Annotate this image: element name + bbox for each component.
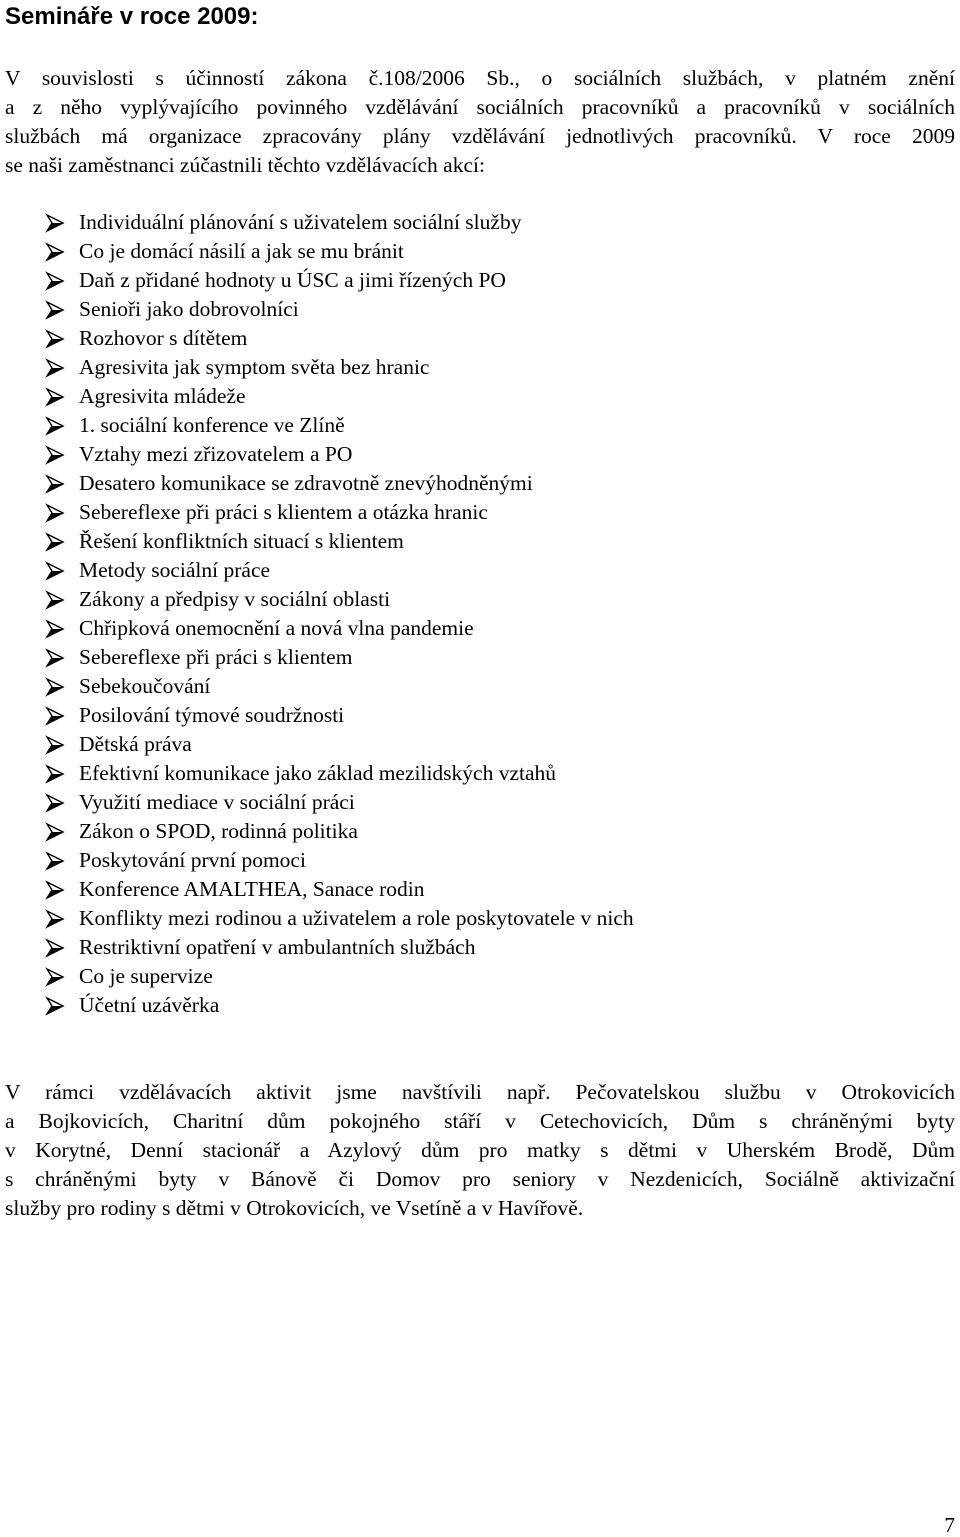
course-list-item (45, 701, 634, 730)
course-title: Sebekoučování (79, 674, 211, 698)
arrowhead-bullet-icon (45, 445, 65, 465)
arrowhead-bullet-icon (45, 735, 65, 755)
arrowhead-bullet-icon (45, 880, 65, 900)
course-list-item (45, 382, 634, 411)
course-list-item (45, 295, 634, 324)
course-list-item (45, 266, 634, 295)
arrowhead-bullet-icon (45, 706, 65, 726)
course-list-item (45, 469, 634, 498)
course-title: 1. sociální konference ve Zlíně (79, 413, 345, 437)
course-list-item (45, 527, 634, 556)
arrowhead-bullet-icon (45, 358, 65, 378)
course-list-item (45, 208, 634, 237)
visits-line: s chráněnými byty v Bánově či Domov pro seniory v Nezdenicích, Sociálně aktivizační (5, 1167, 955, 1191)
course-title: Účetní uzávěrka (79, 993, 220, 1017)
course-list-item (45, 730, 634, 759)
course-list-item (45, 353, 634, 382)
course-list-item (45, 817, 634, 846)
course-list-item (45, 933, 634, 962)
course-list-item (45, 672, 634, 701)
course-title: Konflikty mezi rodinou a uživatelem a role poskytovatele v nich (79, 906, 634, 930)
course-list-item (45, 237, 634, 266)
course-title: Chřipková onemocnění a nová vlna pandemie (79, 616, 474, 640)
course-title: Restriktivní opatření v ambulantních službách (79, 935, 476, 959)
arrowhead-bullet-icon (45, 590, 65, 610)
course-title: Posilování týmové soudržnosti (79, 703, 345, 727)
course-list-item (45, 759, 634, 788)
course-title: Řešení konfliktních situací s klientem (79, 529, 404, 553)
course-list-item (45, 324, 634, 353)
visits-line: a Bojkovicích, Charitní dům pokojného stáří v Cetechovicích, Dům s chráněnými byty (5, 1109, 955, 1133)
arrowhead-bullet-icon (45, 677, 65, 697)
course-title: Agresivita jak symptom světa bez hranic (79, 355, 430, 379)
course-list (45, 208, 634, 1020)
course-title: Individuální plánování s uživatelem sociální služby (79, 210, 522, 234)
arrowhead-bullet-icon (45, 532, 65, 552)
arrowhead-bullet-icon (45, 938, 65, 958)
arrowhead-bullet-icon (45, 300, 65, 320)
arrowhead-bullet-icon (45, 967, 65, 987)
course-list-item (45, 556, 634, 585)
visits-line: V rámci vzdělávacích aktivit jsme navštívili např. Pečovatelskou službu v Otrokovicích (5, 1080, 955, 1104)
arrowhead-bullet-icon (45, 474, 65, 494)
arrowhead-bullet-icon (45, 416, 65, 436)
course-list-item (45, 788, 634, 817)
visits-line: služby pro rodiny s dětmi v Otrokovicích, ve Vsetíně a v Havířově. (5, 1196, 584, 1220)
arrowhead-bullet-icon (45, 387, 65, 407)
arrowhead-bullet-icon (45, 648, 65, 668)
arrowhead-bullet-icon (45, 271, 65, 291)
arrowhead-bullet-icon (45, 909, 65, 929)
course-list-item (45, 991, 634, 1020)
arrowhead-bullet-icon (45, 329, 65, 349)
course-list-item (45, 643, 634, 672)
arrowhead-bullet-icon (45, 996, 65, 1016)
course-title: Co je domácí násilí a jak se mu bránit (79, 239, 404, 263)
arrowhead-bullet-icon (45, 851, 65, 871)
course-title: Efektivní komunikace jako základ mezilidských vztahů (79, 761, 557, 785)
course-list-item (45, 585, 634, 614)
intro-paragraph (5, 64, 955, 180)
arrowhead-bullet-icon (45, 822, 65, 842)
course-title: Sebereflexe při práci s klientem (79, 645, 353, 669)
course-title: Poskytování první pomoci (79, 848, 306, 872)
arrowhead-bullet-icon (45, 793, 65, 813)
course-title: Rozhovor s dítětem (79, 326, 248, 350)
course-title: Agresivita mládeže (79, 384, 246, 408)
course-list-item (45, 498, 634, 527)
course-list-item (45, 846, 634, 875)
course-list-item (45, 440, 634, 469)
page-title: Semináře v roce 2009: (5, 3, 259, 30)
arrowhead-bullet-icon (45, 503, 65, 523)
visits-paragraph (5, 1078, 955, 1223)
visits-line: v Korytné, Denní stacionář a Azylový dům pro matky s dětmi v Uherském Brodě, Dům (5, 1138, 955, 1162)
course-title: Sebereflexe při práci s klientem a otázka hranic (79, 500, 488, 524)
course-title: Senioři jako dobrovolníci (79, 297, 299, 321)
intro-line: se naši zaměstnanci zúčastnili těchto vzdělávacích akcí: (5, 153, 485, 177)
course-title: Zákony a předpisy v sociální oblasti (79, 587, 391, 611)
course-title: Desatero komunikace se zdravotně znevýhodněnými (79, 471, 533, 495)
page-number: 7 (944, 1513, 955, 1537)
course-title: Konference AMALTHEA, Sanace rodin (79, 877, 425, 901)
course-list-item (45, 962, 634, 991)
course-list-item (45, 614, 634, 643)
arrowhead-bullet-icon (45, 764, 65, 784)
course-list-item (45, 411, 634, 440)
course-title: Dětská práva (79, 732, 192, 756)
intro-line: a z něho vyplývajícího povinného vzdělávání sociálních pracovníků a pracovníků v sociálních (5, 95, 955, 119)
arrowhead-bullet-icon (45, 242, 65, 262)
course-title: Využití mediace v sociální práci (79, 790, 355, 814)
intro-line: V souvislosti s účinností zákona č.108/2006 Sb., o sociálních službách, v platném znění (5, 66, 955, 90)
intro-line: službách má organizace zpracovány plány vzdělávání jednotlivých pracovníků. V roce 2009 (5, 124, 955, 148)
arrowhead-bullet-icon (45, 619, 65, 639)
arrowhead-bullet-icon (45, 561, 65, 581)
course-title: Vztahy mezi zřizovatelem a PO (79, 442, 353, 466)
course-title: Daň z přidané hodnoty u ÚSC a jimi řízených PO (79, 268, 506, 292)
course-list-item (45, 875, 634, 904)
course-title: Zákon o SPOD, rodinná politika (79, 819, 358, 843)
course-title: Metody sociální práce (79, 558, 271, 582)
course-title: Co je supervize (79, 964, 213, 988)
arrowhead-bullet-icon (45, 213, 65, 233)
course-list-item (45, 904, 634, 933)
